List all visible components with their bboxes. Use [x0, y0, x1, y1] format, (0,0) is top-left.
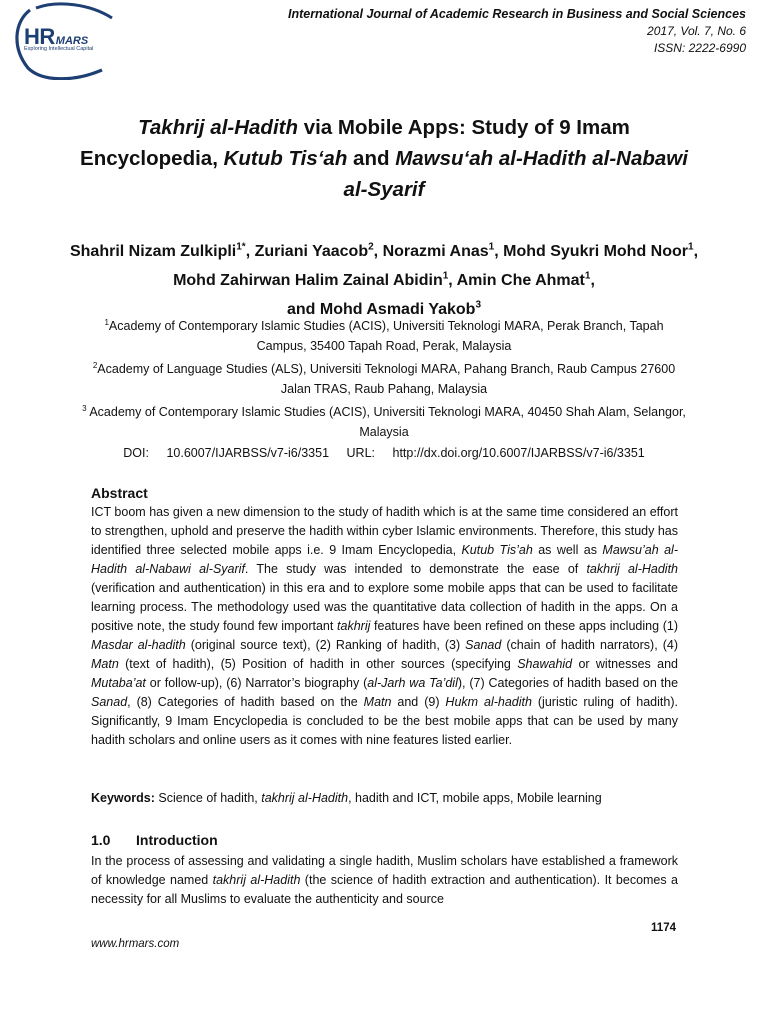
title-italic-5: Mawsu‘ah al-Hadith al-Nabawi al-Syarif	[343, 147, 688, 201]
affiliation: $^2$Academy of Language Studies (ALS), Universiti Teknologi MARA, Pahang Branch, Raub Campus 27600 Jalan TRAS, Raub Pahang, Malaysia	[92, 361, 676, 396]
title-text-2: via Mobile Apps: Study of 9 Imam Encyclopedia,	[80, 116, 630, 170]
doi-value[interactable]: 10.6007/IJARBSS/v7-i6/3351	[166, 446, 330, 460]
title-italic-3: Kutub Tis‘ah	[223, 147, 348, 170]
section-title: Introduction	[136, 832, 218, 848]
title-text-4: and	[347, 147, 396, 170]
affiliation: $^1$Academy of Contemporary Islamic Studies (ACIS), Universiti Teknologi MARA, Perak Branch, Tapah Campus, 35400 Tapah Road, Perak, Malaysia	[104, 318, 664, 353]
doi-label: DOI:	[123, 446, 149, 460]
keywords-label: Keywords:	[91, 791, 155, 805]
page-number: 1174	[651, 922, 676, 934]
author: Amin Che Ahmat$^1$,	[456, 270, 595, 290]
author: Zuriani Yaacob$^2$,	[254, 242, 383, 261]
hrmars-logo	[6, 0, 118, 80]
url-label: URL:	[346, 446, 376, 460]
paper-title	[70, 112, 698, 205]
journal-issn: ISSN: 2222-6990	[653, 41, 746, 55]
title-italic-1: Takhrij al-Hadith	[138, 116, 298, 139]
section-number: 1.0	[91, 832, 111, 848]
journal-header	[288, 6, 746, 57]
journal-volume: 2017, Vol. 7, No. 6	[647, 24, 746, 38]
author: Shahril Nizam Zulkipli$^{1*}$,	[69, 242, 255, 261]
introduction-heading	[91, 832, 218, 848]
affiliation: $^3$ Academy of Contemporary Islamic Studies (ACIS), Universiti Teknologi MARA, 40450 Shah Alam, Selangor, Malaysia	[82, 404, 686, 439]
author-list	[60, 236, 708, 322]
author: Norazmi Anas$^1$,	[382, 242, 504, 261]
author: Mohd Zahirwan Halim Zainal Abidin$^1$,	[173, 270, 457, 290]
logo-text	[24, 24, 94, 52]
logo-brand-hr: HR	[24, 24, 55, 49]
author: Mohd Syukri Mohd Noor$^1$,	[503, 242, 699, 261]
logo-brand-mars: MARS	[55, 35, 89, 47]
affiliation-list	[80, 313, 688, 442]
doi-line	[0, 446, 768, 460]
author: and Mohd Asmadi Yakob$^3$	[286, 299, 482, 318]
keywords-line: Keywords: Science of hadith, takhrij al-Hadith, hadith and ICT, mobile apps, Mobile learning	[91, 791, 602, 805]
logo-tagline: Exploring Intellectual Capital	[24, 46, 94, 52]
abstract-heading: Abstract	[91, 485, 148, 501]
introduction-body: In the process of assessing and validating a single hadith, Muslim scholars have established a framework of knowledge named takhrij al-Hadith (the science of hadith extraction and authentication). It becomes a necessity for all Muslims to evaluate the authenticity and source	[91, 854, 678, 906]
url-link[interactable]: http://dx.doi.org/10.6007/IJARBSS/v7-i6/3351	[392, 446, 645, 460]
journal-name: International Journal of Academic Research in Business and Social Sciences	[287, 7, 746, 21]
abstract-body: ICT boom has given a new dimension to the study of hadith which is at the same time considered an effort to strengthen, uphold and preserve the hadith within cyber Islamic environments. Therefore, this study has identified three selected mobile apps i.e. 9 Imam Encyclopedia, Kutub Tis’ah as well as Mawsu’ah al-Hadith al-Nabawi al-Syarif. The study was intended to demonstrate the ease of takhrij al-Hadith (verification and authentication) in this era and to explore some mobile apps that can be used to facilitate learning process. The methodology used was the quantitative data collection of hadith in the apps. On a positive note, the study found few important takhrij features have been refined on these apps including (1) Masdar al-hadith (original source text), (2) Ranking of hadith, (3) Sanad (chain of hadith narrators), (4) Matn (text of hadith), (5) Position of hadith in other sources (specifying Shawahid or witnesses and Mutaba’at or follow-up), (6) Narrator’s biography (al-Jarh wa Ta’dil), (7) Categories of hadith based on the Sanad, (8) Categories of hadith based on the Matn and (9) Hukm al-hadith (juristic ruling of hadith). Significantly, 9 Imam Encyclopedia is concluded to be the best mobile apps that can be used by many hadith scholars and online users as it comes with nine features listed earlier.	[91, 505, 679, 747]
website-footer[interactable]: www.hrmars.com	[91, 938, 180, 950]
